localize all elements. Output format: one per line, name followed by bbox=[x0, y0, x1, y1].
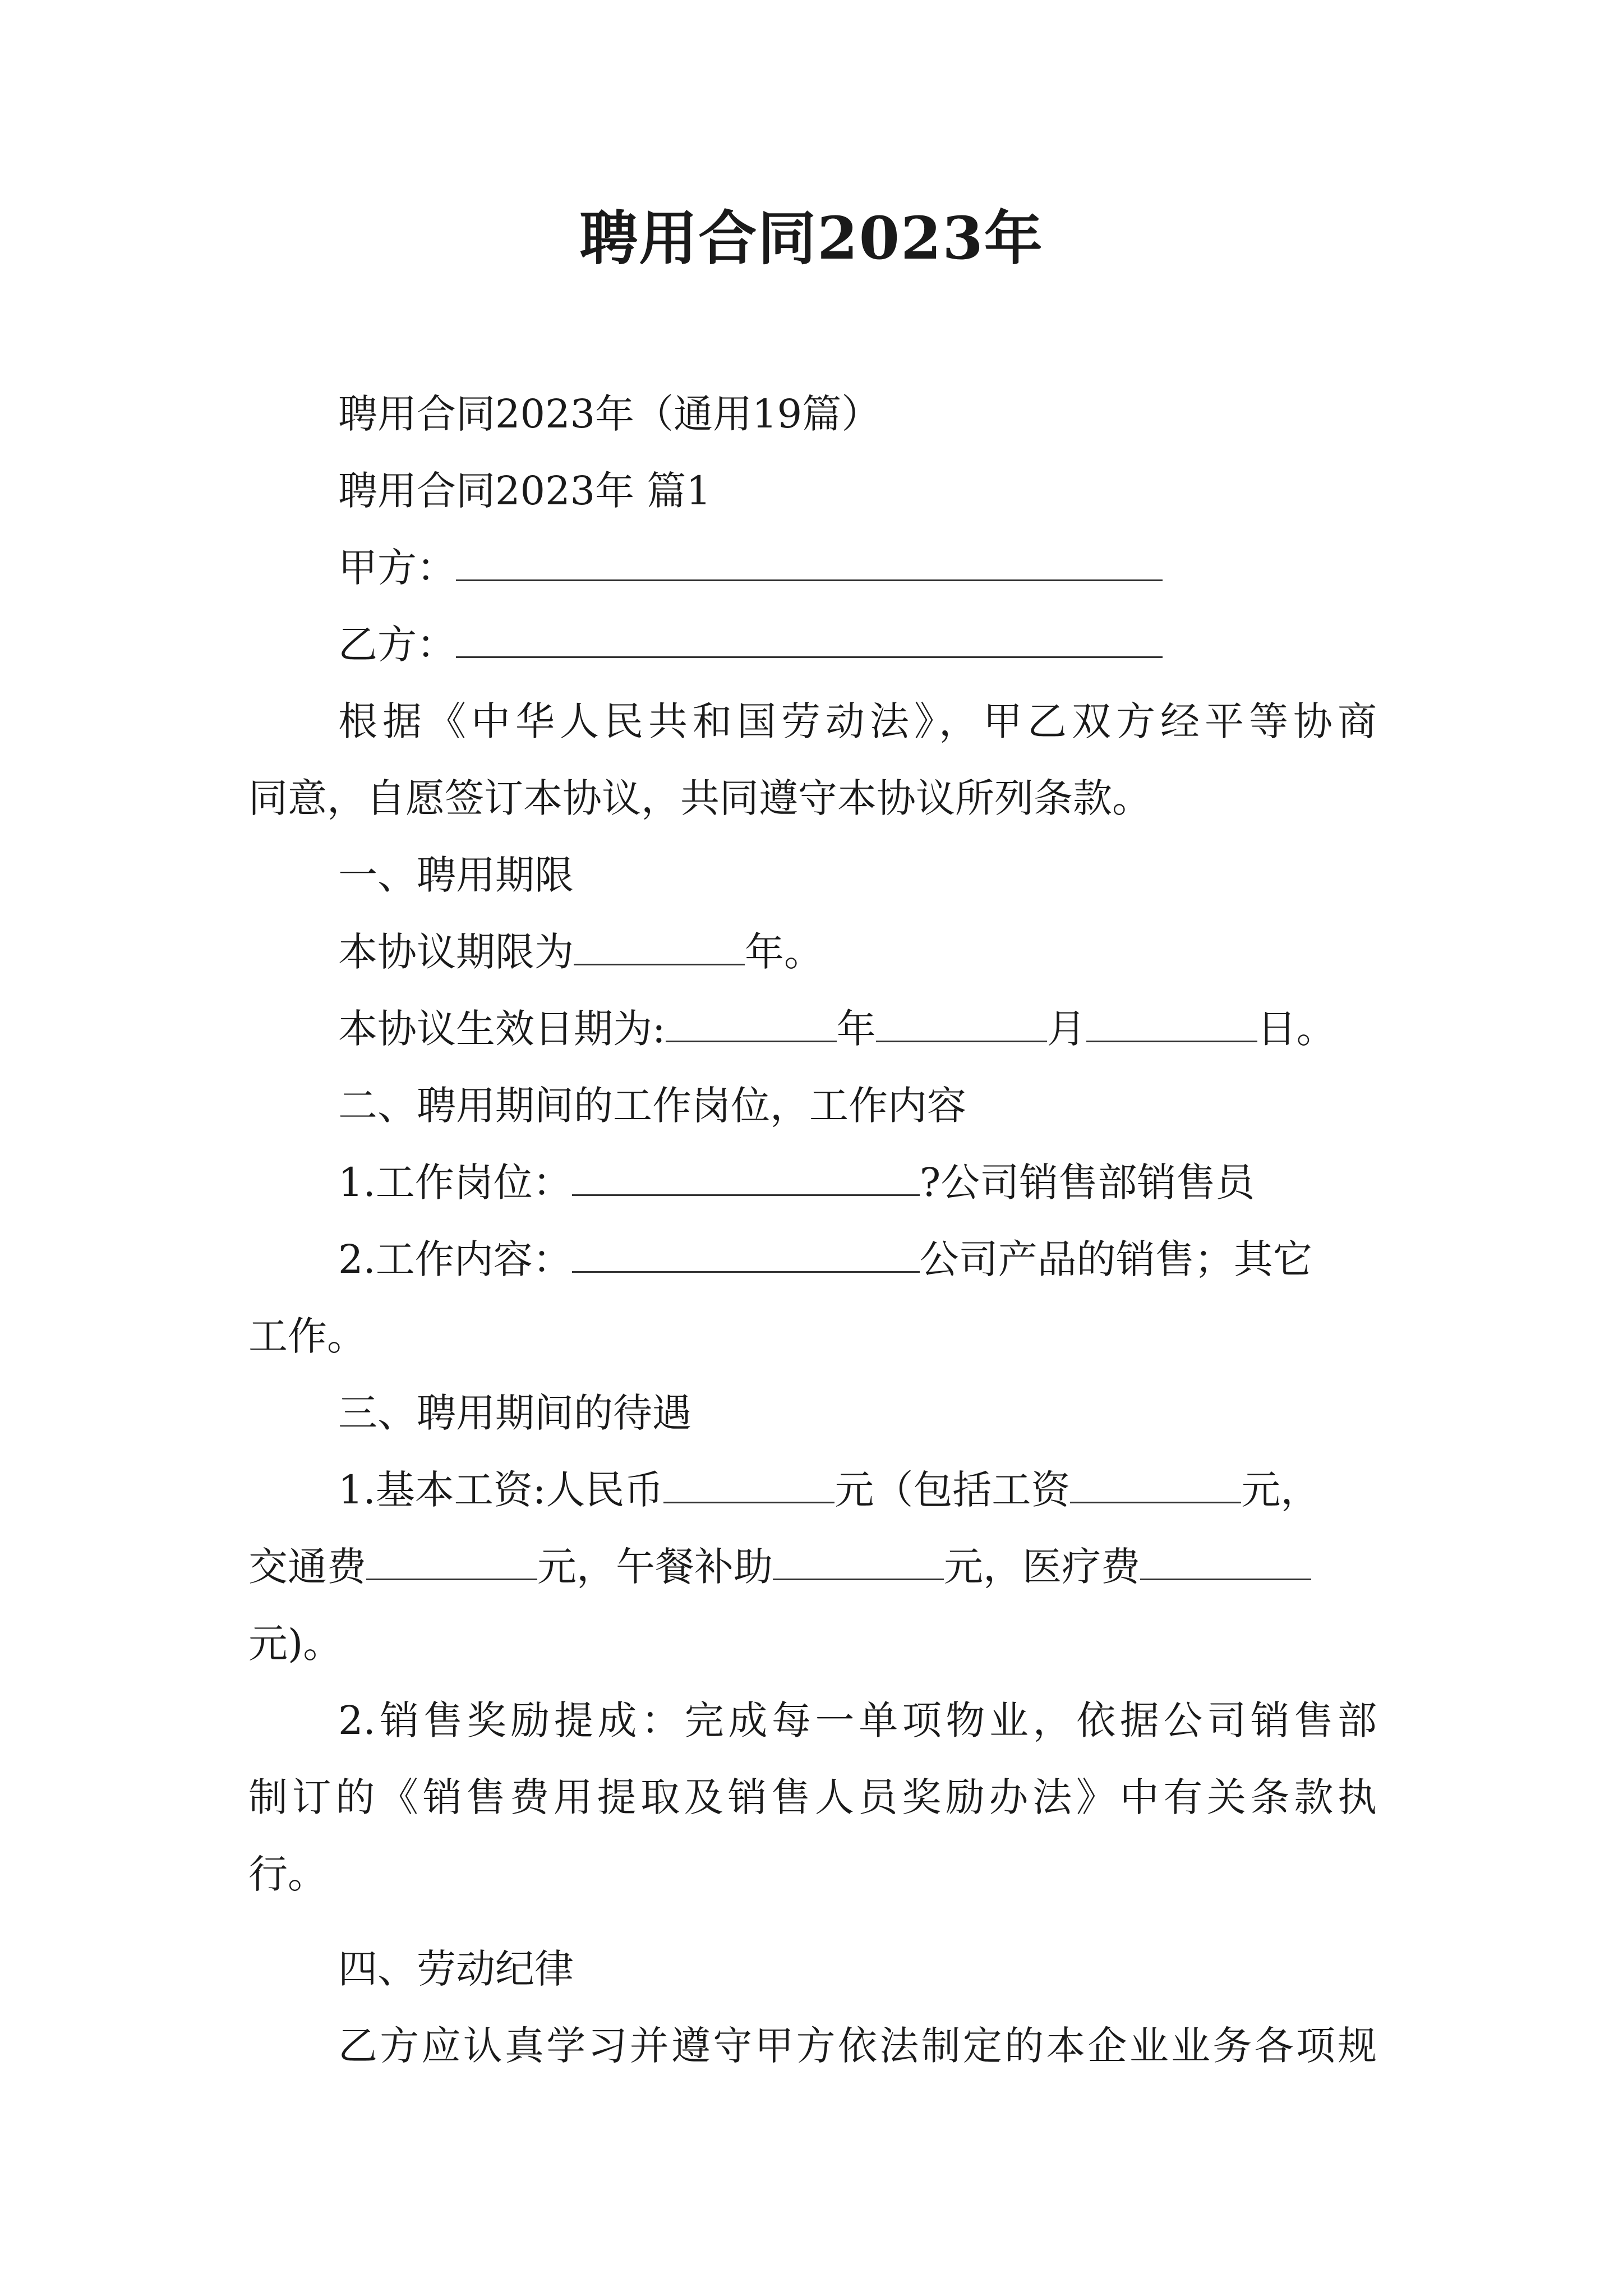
year-blank bbox=[666, 1001, 837, 1042]
salary-blank bbox=[663, 1462, 834, 1503]
transport-label: 交通费 bbox=[248, 1544, 366, 1590]
party-b-line bbox=[0, 616, 1623, 673]
position-line bbox=[0, 1154, 1623, 1211]
section-heading: 一、聘用期限 bbox=[338, 852, 574, 898]
month-blank bbox=[876, 1001, 1047, 1042]
medical-label: 元，医疗费 bbox=[944, 1544, 1140, 1590]
party-b-label: 乙方： bbox=[338, 622, 456, 668]
party-a-label: 甲方： bbox=[338, 545, 456, 591]
paragraph-line: 乙方应认真学习并遵守甲方依法制定的本企业业务各项规 bbox=[338, 2023, 1377, 2069]
paragraph-line: 元)。 bbox=[248, 1621, 343, 1667]
party-b-blank bbox=[456, 617, 1163, 658]
paragraph-line: 工作。 bbox=[248, 1313, 366, 1359]
position-blank bbox=[572, 1155, 920, 1196]
subtitle-line: 聘用合同2023年（通用19篇） bbox=[338, 391, 881, 437]
lunch-label: 元，午餐补助 bbox=[537, 1544, 773, 1590]
duties-value: 公司产品的销售；其它 bbox=[919, 1236, 1312, 1282]
effective-date-label: 本协议生效日期为: bbox=[338, 1006, 666, 1052]
salary-line bbox=[0, 1462, 1623, 1518]
month-unit: 月 bbox=[1046, 1006, 1086, 1052]
paragraph-line: 2.销售奖励提成：完成每一单项物业，依据公司销售部 bbox=[338, 1697, 1377, 1743]
allowance-line bbox=[0, 1539, 1623, 1595]
document-title: 聘用合同2023年 bbox=[579, 204, 1044, 273]
position-label: 1.工作岗位： bbox=[338, 1159, 572, 1205]
day-unit: 日。 bbox=[1257, 1006, 1336, 1052]
term-line bbox=[0, 924, 1623, 980]
wage-unit: 元， bbox=[1241, 1467, 1320, 1513]
party-a-line bbox=[0, 540, 1623, 596]
year-unit: 年 bbox=[836, 1006, 876, 1052]
term-unit: 年。 bbox=[745, 929, 823, 975]
paragraph-line: 同意，自愿签订本协议，共同遵守本协议所列条款。 bbox=[248, 775, 1151, 821]
paragraph-line: 行。 bbox=[248, 1851, 327, 1897]
section-heading: 聘用合同2023年 篇1 bbox=[338, 468, 711, 514]
term-blank bbox=[574, 924, 745, 965]
paragraph-line: 制订的《销售费用提取及销售人员奖励办法》中有关条款执 bbox=[248, 1774, 1377, 1820]
salary-unit: 元（包括工资 bbox=[834, 1467, 1071, 1513]
lunch-blank bbox=[773, 1539, 944, 1580]
position-value: ?公司销售部销售员 bbox=[919, 1159, 1255, 1205]
term-label: 本协议期限为 bbox=[338, 929, 574, 975]
party-a-blank bbox=[456, 540, 1163, 581]
duties-line bbox=[0, 1231, 1623, 1287]
section-heading: 二、聘用期间的工作岗位，工作内容 bbox=[338, 1083, 966, 1129]
wage-blank bbox=[1070, 1462, 1241, 1503]
duties-label: 2.工作内容： bbox=[338, 1236, 572, 1282]
section-heading: 三、聘用期间的待遇 bbox=[338, 1390, 691, 1436]
medical-blank bbox=[1140, 1539, 1311, 1580]
section-heading: 四、劳动纪律 bbox=[338, 1946, 574, 1992]
salary-label: 1.基本工资:人民币 bbox=[338, 1467, 664, 1513]
day-blank bbox=[1086, 1001, 1257, 1042]
paragraph-line: 根据《中华人民共和国劳动法》，甲乙双方经平等协商 bbox=[338, 698, 1377, 744]
duties-blank bbox=[572, 1232, 920, 1273]
effective-date-line bbox=[0, 1001, 1623, 1057]
transport-blank bbox=[366, 1539, 537, 1580]
